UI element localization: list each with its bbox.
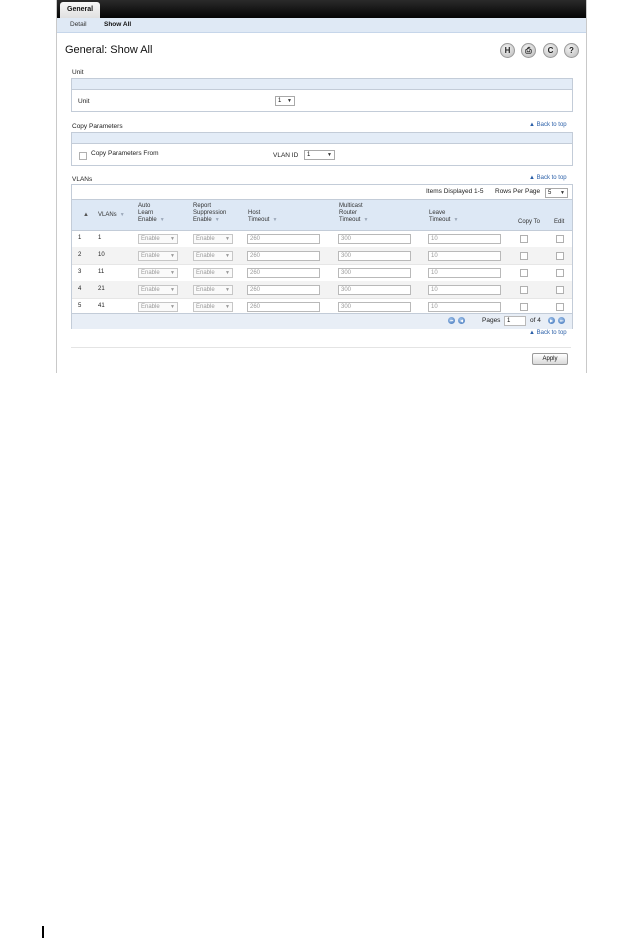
row-vlan: 1	[98, 235, 102, 241]
chevron-down-icon: ▼	[170, 270, 175, 276]
row-vlan: 21	[98, 286, 105, 292]
back-to-top-link[interactable]: ▲ Back to top	[529, 330, 567, 336]
chevron-down-icon: ▼	[225, 236, 230, 242]
chevron-down-icon: ▼	[327, 152, 332, 158]
divider	[71, 347, 571, 348]
auto-learn-value: Enable	[141, 253, 160, 259]
unit-panel	[71, 78, 573, 112]
edit-checkbox[interactable]	[556, 286, 564, 294]
report-suppression-value: Enable	[196, 270, 215, 276]
col-mrouter-line2: Router	[339, 210, 358, 216]
col-leave-timeout[interactable]	[429, 210, 458, 224]
auto-learn-value: Enable	[141, 236, 160, 242]
pagination-bar	[72, 313, 572, 329]
copy-panel	[71, 132, 573, 166]
unit-panel-header	[72, 79, 572, 90]
vlans-section-title: VLANs	[72, 176, 93, 183]
sub-tab-bar	[57, 18, 586, 33]
vlans-toolbar	[72, 185, 572, 199]
mrouter-timeout-field[interactable]: 300	[338, 285, 411, 295]
page-number-input[interactable]: 1	[504, 316, 526, 326]
col-mrouter-line3: Timeout	[339, 217, 361, 223]
unit-label: Unit	[78, 98, 90, 105]
table-row	[72, 230, 572, 248]
leave-timeout-field[interactable]: 10	[428, 268, 501, 278]
leave-timeout-field[interactable]: 10	[428, 234, 501, 244]
page-title: General: Show All	[65, 44, 153, 56]
app-window	[56, 0, 587, 373]
report-suppression-select[interactable]	[193, 234, 233, 244]
top-tab-bar	[57, 0, 586, 18]
edit-checkbox[interactable]	[556, 303, 564, 311]
mrouter-timeout-field[interactable]: 300	[338, 302, 411, 312]
col-host-timeout[interactable]	[248, 210, 277, 224]
col-auto-learn-line2: Learn	[138, 210, 154, 216]
mrouter-timeout-field[interactable]: 300	[338, 268, 411, 278]
col-report-line3: Enable	[193, 217, 212, 223]
auto-learn-value: Enable	[141, 270, 160, 276]
copy-to-checkbox[interactable]	[520, 235, 528, 243]
edit-checkbox[interactable]	[556, 269, 564, 277]
col-report-suppression[interactable]	[193, 203, 226, 224]
rows-per-page-label: Rows Per Page	[495, 188, 541, 195]
vlan-id-select[interactable]	[304, 150, 335, 160]
row-vlan: 10	[98, 252, 105, 258]
rows-per-page-select[interactable]	[545, 188, 568, 198]
auto-learn-select[interactable]	[138, 268, 178, 278]
unit-select-value: 1	[278, 98, 282, 104]
items-displayed: Items Displayed 1-5	[426, 188, 484, 195]
report-suppression-select[interactable]	[193, 302, 233, 312]
sort-icon: ▼	[214, 217, 220, 223]
copy-parameters-checkbox[interactable]	[79, 152, 87, 160]
auto-learn-select[interactable]	[138, 285, 178, 295]
host-timeout-field[interactable]: 260	[247, 234, 320, 244]
copy-parameters-label: Copy Parameters From	[91, 150, 159, 157]
unit-section-title: Unit	[72, 69, 84, 76]
back-to-top-link[interactable]: ▲ Back to top	[529, 122, 567, 128]
col-host-line2: Timeout	[248, 217, 270, 223]
first-page-icon[interactable]: ⏮	[449, 318, 454, 323]
edit-checkbox[interactable]	[556, 252, 564, 260]
auto-learn-select[interactable]	[138, 302, 178, 312]
next-page-icon[interactable]: ▶	[549, 318, 554, 323]
chevron-down-icon: ▼	[287, 98, 292, 104]
chevron-down-icon: ▼	[170, 304, 175, 310]
col-vlans-label: VLANs	[98, 212, 117, 218]
host-timeout-field[interactable]: 260	[247, 302, 320, 312]
copy-section-title: Copy Parameters	[72, 123, 123, 130]
chevron-down-icon: ▼	[225, 253, 230, 259]
col-auto-learn-line1: Auto	[138, 203, 151, 209]
page-margin-mark	[42, 926, 44, 938]
row-vlan: 41	[98, 303, 105, 309]
auto-learn-select[interactable]	[138, 234, 178, 244]
auto-learn-value: Enable	[141, 304, 160, 310]
edit-checkbox[interactable]	[556, 235, 564, 243]
back-to-top-link[interactable]: ▲ Back to top	[529, 175, 567, 181]
chevron-down-icon: ▼	[170, 236, 175, 242]
report-suppression-value: Enable	[196, 253, 215, 259]
auto-learn-value: Enable	[141, 287, 160, 293]
col-mrouter-line1: Multicast	[339, 203, 363, 209]
col-leave-line1: Leave	[429, 210, 446, 216]
col-auto-learn[interactable]	[138, 203, 165, 224]
row-index: 2	[78, 252, 82, 258]
table-row	[72, 281, 572, 299]
chevron-down-icon: ▼	[170, 287, 175, 293]
row-index: 1	[78, 235, 82, 241]
leave-timeout-field[interactable]: 10	[428, 251, 501, 261]
chevron-down-icon: ▼	[560, 190, 565, 196]
table-row	[72, 264, 572, 282]
sort-icon: ▼	[363, 217, 369, 223]
rows-per-page-value: 5	[548, 190, 552, 196]
mrouter-timeout-field[interactable]: 300	[338, 234, 411, 244]
page-count: of 4	[530, 317, 541, 324]
row-index: 4	[78, 286, 82, 292]
col-auto-learn-line3: Enable	[138, 217, 157, 223]
report-suppression-value: Enable	[196, 287, 215, 293]
col-vlans[interactable]	[98, 212, 125, 219]
row-index: 5	[78, 303, 82, 309]
copy-to-checkbox[interactable]	[520, 286, 528, 294]
col-leave-line2: Timeout	[429, 217, 451, 223]
col-host-line1: Host	[248, 210, 261, 216]
copy-to-checkbox[interactable]	[520, 303, 528, 311]
mrouter-timeout-field[interactable]: 300	[338, 251, 411, 261]
row-vlan: 11	[98, 269, 105, 275]
vlans-table-panel	[71, 184, 573, 329]
save-icon[interactable]: H	[500, 43, 515, 58]
sort-icon: ▼	[453, 217, 459, 223]
pages-label: Pages	[482, 317, 501, 324]
leave-timeout-field[interactable]: 10	[428, 285, 501, 295]
copy-to-checkbox[interactable]	[520, 252, 528, 260]
chevron-down-icon: ▼	[170, 253, 175, 259]
report-suppression-select[interactable]	[193, 285, 233, 295]
report-suppression-select[interactable]	[193, 251, 233, 261]
unit-select[interactable]	[275, 96, 295, 106]
host-timeout-field[interactable]: 260	[247, 268, 320, 278]
chevron-down-icon: ▼	[225, 270, 230, 276]
col-mrouter-timeout[interactable]	[339, 203, 368, 224]
tab-general[interactable]: General	[60, 2, 100, 18]
apply-button[interactable]: Apply	[532, 353, 568, 365]
row-index: 3	[78, 269, 82, 275]
report-suppression-value: Enable	[196, 304, 215, 310]
host-timeout-field[interactable]: 260	[247, 251, 320, 261]
print-icon[interactable]: ⎙	[521, 43, 536, 58]
host-timeout-field[interactable]: 260	[247, 285, 320, 295]
subtab-show-all[interactable]: Show All	[104, 21, 132, 28]
sort-icon: ▼	[159, 217, 165, 223]
help-icon[interactable]: ?	[564, 43, 579, 58]
auto-learn-select[interactable]	[138, 251, 178, 261]
col-report-line2: Suppression	[193, 210, 227, 216]
sort-icon: ▼	[272, 217, 278, 223]
report-suppression-value: Enable	[196, 236, 215, 242]
col-edit: Edit	[554, 219, 565, 225]
prev-page-icon[interactable]: ◀	[459, 318, 464, 323]
report-suppression-select[interactable]	[193, 268, 233, 278]
copy-panel-header	[72, 133, 572, 144]
last-page-icon[interactable]: ⏭	[559, 318, 564, 323]
chevron-down-icon: ▼	[225, 304, 230, 310]
col-copy-to: Copy To	[518, 219, 540, 225]
table-row	[72, 247, 572, 265]
sort-icon: ▼	[119, 212, 125, 218]
refresh-icon[interactable]: C	[543, 43, 558, 58]
chevron-down-icon: ▼	[225, 287, 230, 293]
vlan-id-label: VLAN ID	[273, 152, 299, 159]
leave-timeout-field[interactable]: 10	[428, 302, 501, 312]
table-header	[72, 199, 572, 231]
copy-to-checkbox[interactable]	[520, 269, 528, 277]
col-report-line1: Report	[193, 203, 212, 209]
subtab-detail[interactable]: Detail	[70, 21, 87, 28]
vlan-id-value: 1	[307, 152, 311, 158]
sort-icon[interactable]: ▲	[83, 212, 89, 218]
